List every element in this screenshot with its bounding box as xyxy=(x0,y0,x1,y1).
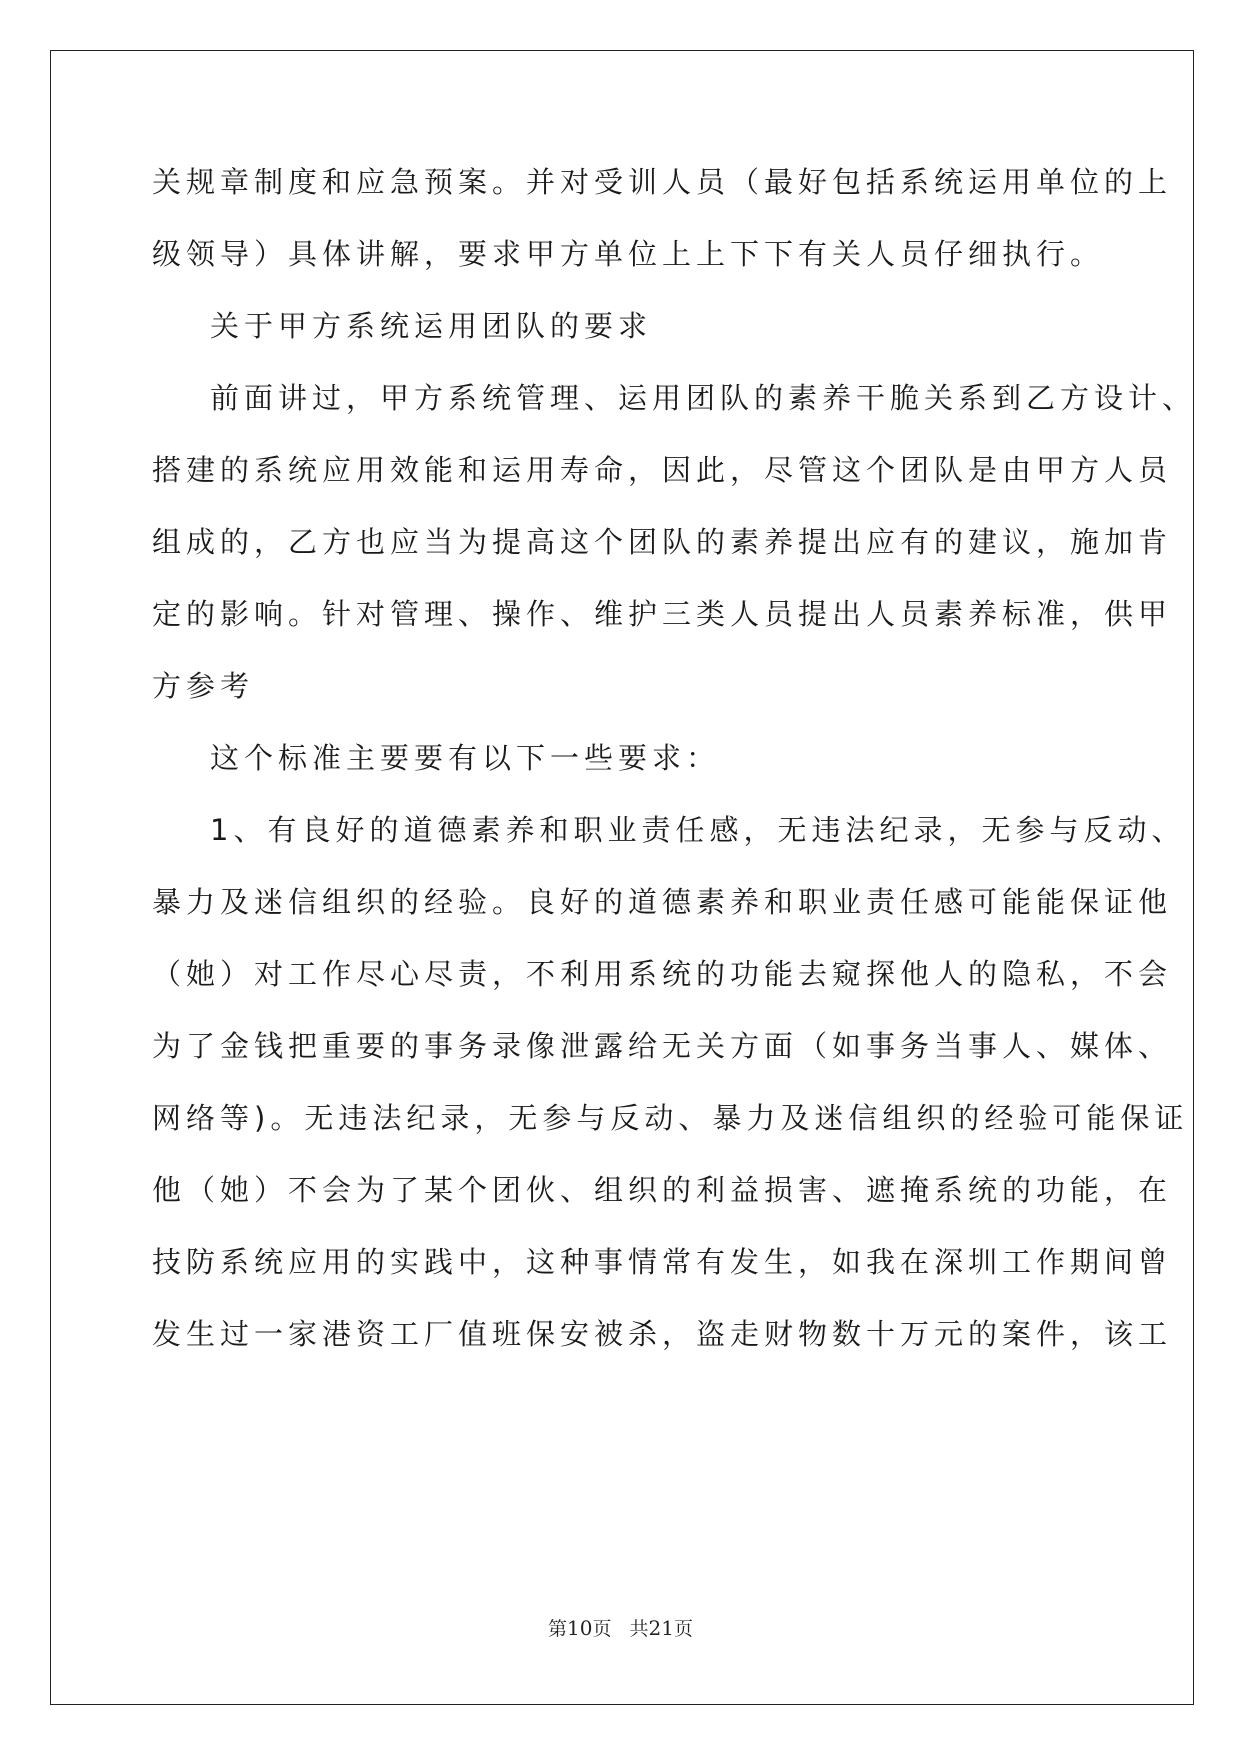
text-line: 为了金钱把重要的事务录像泄露给无关方面（如事务当事人、媒体、 xyxy=(152,1029,1173,1063)
text-line: 方参考 xyxy=(152,669,255,703)
text-line: 定的影响。针对管理、操作、维护三类人员提出人员素养标准，供甲 xyxy=(152,597,1173,631)
total-suffix: 页 xyxy=(673,1618,693,1640)
page-number: 10 xyxy=(567,1616,593,1640)
text-line: 1、有良好的道德素养和职业责任感，无违法纪录，无参与反动、 xyxy=(210,813,1186,847)
section-heading: 关于甲方系统运用团队的要求 xyxy=(210,309,653,343)
text-line: 这个标准主要要有以下一些要求： xyxy=(210,741,721,775)
page-footer xyxy=(0,1616,1241,1641)
page-prefix: 第 xyxy=(548,1618,568,1640)
text-line: 发生过一家港资工厂值班保安被杀，盗走财物数十万元的案件，该工 xyxy=(152,1317,1173,1351)
text-line: 暴力及迷信组织的经验。良好的道德素养和职业责任感可能能保证他 xyxy=(152,885,1173,919)
text-line: 组成的，乙方也应当为提高这个团队的素养提出应有的建议，施加肯 xyxy=(152,525,1173,559)
total-pages: 21 xyxy=(648,1616,674,1640)
text-line: 级领导）具体讲解，要求甲方单位上上下下有关人员仔细执行。 xyxy=(152,237,1105,271)
text-line: （她）对工作尽心尽责，不利用系统的功能去窥探他人的隐私，不会 xyxy=(152,957,1173,991)
page-suffix: 页 xyxy=(592,1618,612,1640)
text-line: 前面讲过，甲方系统管理、运用团队的素养干脆关系到乙方设计、 xyxy=(210,381,1197,415)
page-border xyxy=(50,50,1197,1705)
text-line: 搭建的系统应用效能和运用寿命，因此，尽管这个团队是由甲方人员 xyxy=(152,453,1173,487)
text-line: 技防系统应用的实践中，这种事情常有发生，如我在深圳工作期间曾 xyxy=(152,1245,1173,1279)
text-line: 网络等)。无违法纪录，无参与反动、暴力及迷信组织的经验可能保证 xyxy=(152,1101,1189,1135)
text-line: 他（她）不会为了某个团伙、组织的利益损害、遮掩系统的功能，在 xyxy=(152,1173,1173,1207)
text-line: 关规章制度和应急预案。并对受训人员（最好包括系统运用单位的上 xyxy=(152,165,1173,199)
total-prefix: 共 xyxy=(629,1618,649,1640)
